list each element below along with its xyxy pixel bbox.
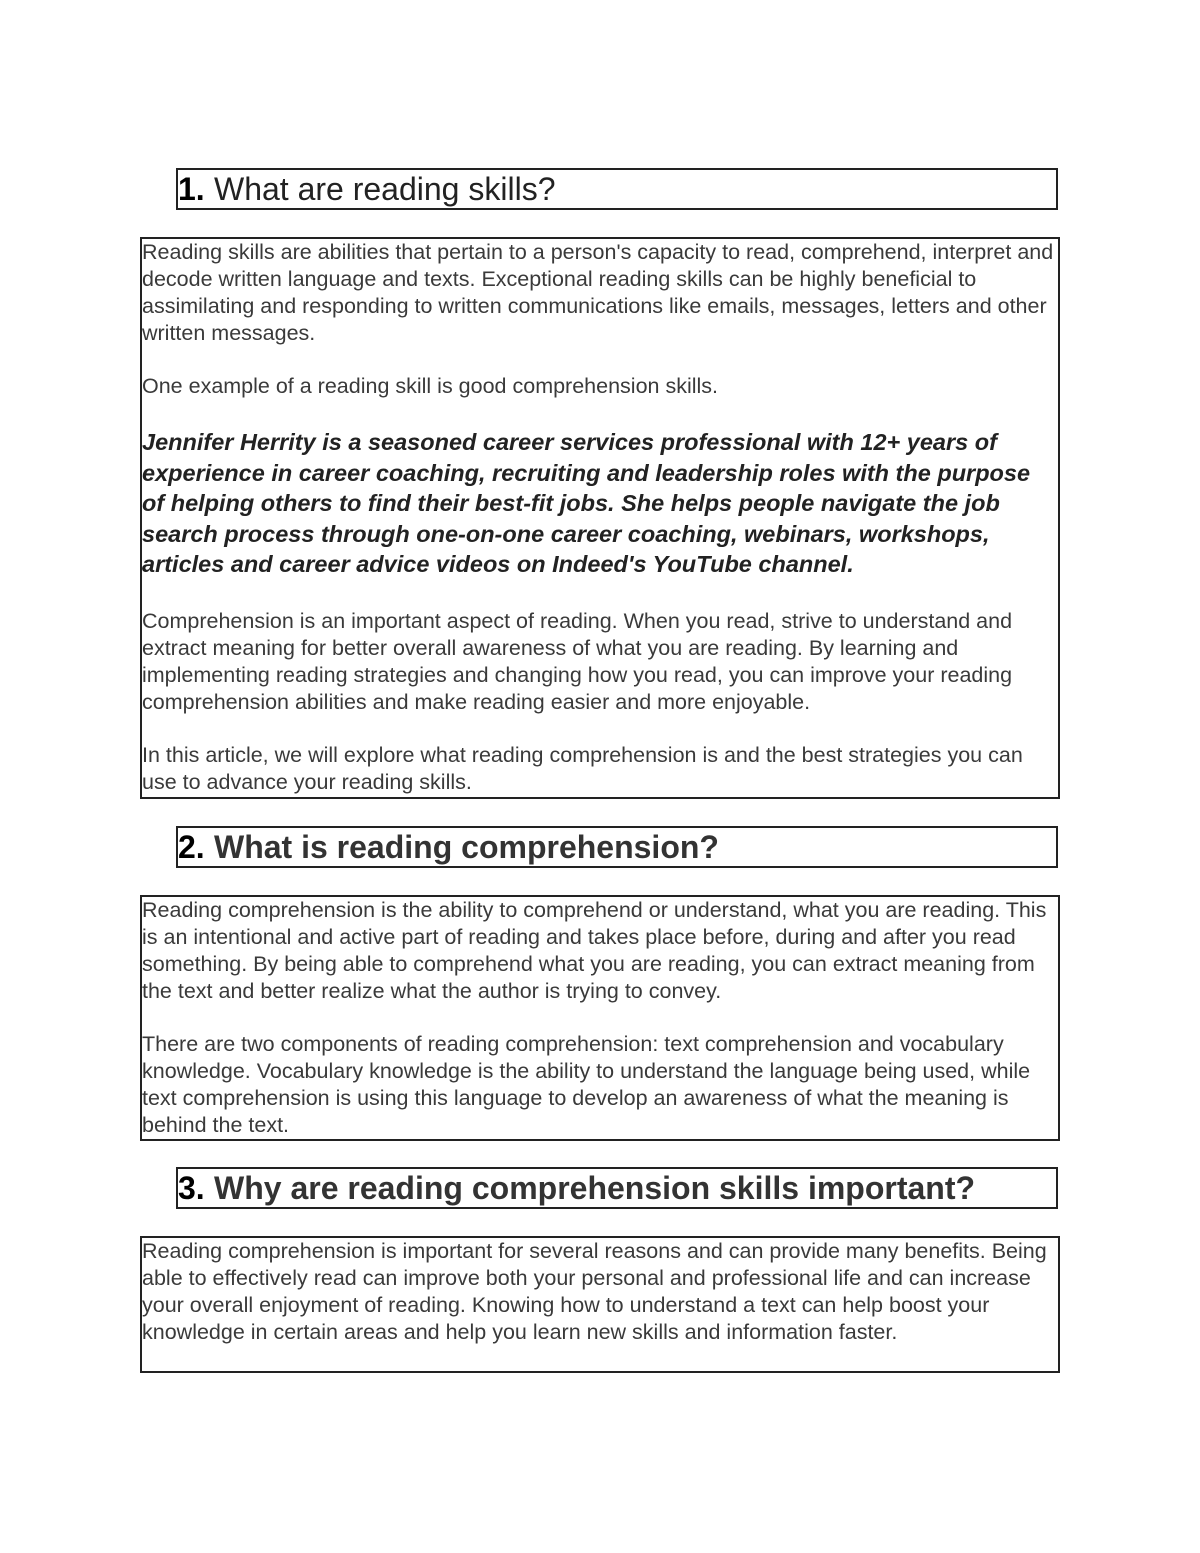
section-2-heading (176, 826, 1058, 868)
section-1-title: What are reading skills? (214, 171, 556, 207)
section-1-paragraph-5: In this article, we will explore what reading comprehension is and the best strategies you can use to advance your reading skills. (142, 742, 1023, 794)
section-1-heading (176, 168, 1058, 210)
author-bio: Jennifer Herrity is a seasoned career services professional with 12+ years of experience in career coaching, recruiting and leadership roles with the purpose of helping others to find their best-fit jobs. She helps people navigate the job search process through one-on-one career coaching, webinars, workshops, articles and career advice videos on Indeed's YouTube channel. (142, 429, 1031, 577)
section-1-paragraph-1: Reading skills are abilities that pertain to a person's capacity to read, comprehend, interpret and decode written language and texts. Exceptional reading skills can be highly beneficial to assimilating and responding to written communications like emails, messages, letters and other written messages. (142, 240, 1054, 345)
section-2-body (140, 895, 1060, 1141)
section-1-number: 1. (178, 171, 205, 207)
section-2-number: 2. (178, 829, 205, 865)
section-1-paragraph-2: One example of a reading skill is good comprehension skills. (142, 374, 719, 398)
section-2-paragraph-1: Reading comprehension is the ability to comprehend or understand, what you are reading. This is an intentional and active part of reading and takes place before, during and after you read something. By being able to comprehend what you are reading, you can extract meaning from the text and better realize what the author is trying to convey. (142, 898, 1047, 1003)
section-2-paragraph-2: There are two components of reading comprehension: text comprehension and vocabulary knowledge. Vocabulary knowledge is the ability to understand the language being used, while text comprehension is using this language to develop an awareness of what the meaning is behind the text. (142, 1032, 1031, 1137)
section-1-body (140, 237, 1060, 799)
section-3-number: 3. (178, 1170, 205, 1206)
section-3-heading (176, 1167, 1058, 1209)
section-3-title: Why are reading comprehension skills important? (214, 1170, 976, 1206)
section-1-paragraph-4: Comprehension is an important aspect of reading. When you read, strive to understand and extract meaning for better overall awareness of what you are reading. By learning and implementing reading strategies and changing how you read, you can improve your reading comprehension abilities and make reading easier and more enjoyable. (142, 608, 1013, 714)
section-3-body (140, 1236, 1060, 1373)
section-3-paragraph-1: Reading comprehension is important for several reasons and can provide many benefits. Being able to effectively read can improve both your personal and professional life and can increase your overall enjoyment of reading. Knowing how to understand a text can help boost your knowledge in certain areas and help you learn new skills and information faster. (142, 1239, 1047, 1344)
section-2-title: What is reading comprehension? (214, 829, 719, 865)
